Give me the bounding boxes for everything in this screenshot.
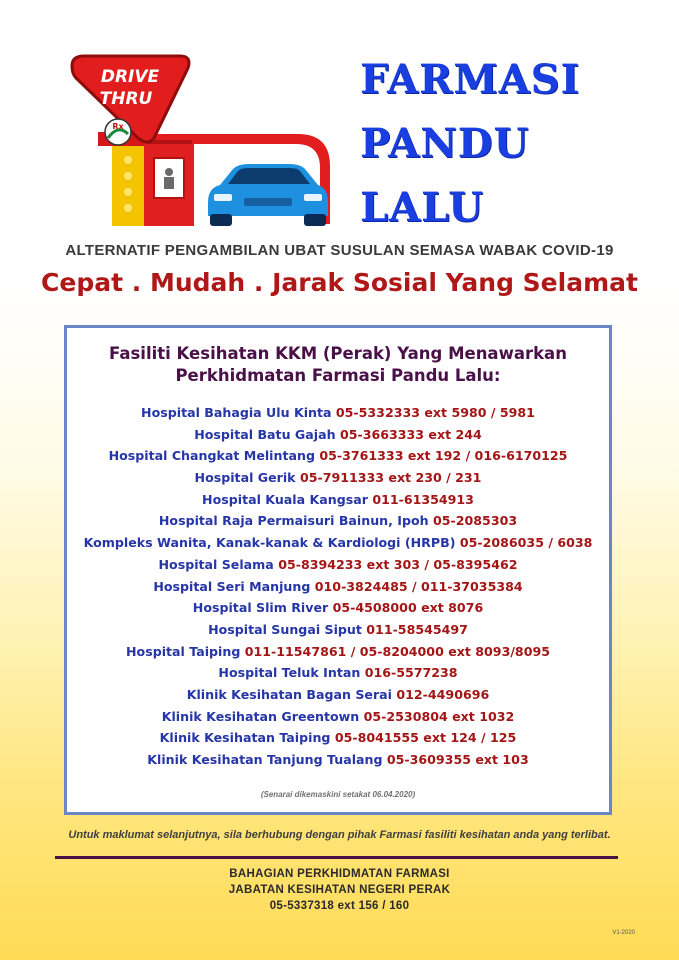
facility-heading bbox=[67, 343, 609, 387]
facility-heading-line1: Fasiliti Kesihatan KKM (Perak) Yang Menawarkan bbox=[109, 344, 567, 363]
facility-box bbox=[64, 325, 612, 815]
list-item bbox=[67, 662, 609, 684]
facility-list bbox=[67, 402, 609, 771]
facility-name: Hospital Taiping bbox=[126, 643, 241, 659]
list-item bbox=[67, 445, 609, 467]
facility-phone: 011-11547861 / 05-8204000 ext 8093/8095 bbox=[244, 643, 550, 659]
facility-name: Hospital Batu Gajah bbox=[194, 426, 336, 442]
facility-name: Hospital Selama bbox=[158, 556, 274, 572]
list-item bbox=[67, 489, 609, 511]
facility-name: Hospital Changkat Melintang bbox=[108, 448, 315, 464]
title-pandu: PANDU bbox=[360, 120, 530, 167]
facility-phone: 016-5577238 bbox=[364, 665, 458, 681]
list-item bbox=[67, 532, 609, 554]
facility-phone: 05-5332333 ext 5980 / 5981 bbox=[335, 405, 535, 420]
facility-phone: 05-3663333 ext 244 bbox=[339, 426, 482, 442]
list-item bbox=[67, 554, 609, 576]
facility-name: Klinik Kesihatan Bagan Serai bbox=[186, 686, 392, 702]
subtitle: ALTERNATIF PENGAMBILAN UBAT SUSULAN SEMASA WABAK COVID-19 bbox=[65, 242, 614, 259]
facility-phone: 05-2530804 ext 1032 bbox=[363, 708, 515, 724]
list-item bbox=[67, 424, 609, 446]
list-item bbox=[67, 576, 609, 598]
facility-phone: 05-7911333 ext 230 / 231 bbox=[299, 470, 482, 486]
facility-name: Hospital Seri Manjung bbox=[153, 578, 311, 594]
list-item bbox=[67, 619, 609, 641]
title-farmasi: FARMASI bbox=[360, 56, 581, 103]
facility-phone: 05-3761333 ext 192 / 016-6170125 bbox=[319, 448, 568, 464]
facility-phone: 05-8041555 ext 124 / 125 bbox=[334, 730, 517, 746]
facility-name: Klinik Kesihatan Tanjung Tualang bbox=[147, 752, 383, 767]
facility-phone: 05-4508000 ext 8076 bbox=[332, 600, 484, 616]
drive-thru-logo bbox=[68, 52, 348, 230]
dept-name: BAHAGIAN PERKHIDMATAN FARMASI bbox=[229, 868, 450, 880]
facility-name: Hospital Raja Permaisuri Bainun, Ipoh bbox=[158, 513, 429, 529]
version-label: V1-2020 bbox=[612, 930, 635, 936]
list-item bbox=[67, 402, 609, 424]
facility-name: Hospital Kuala Kangsar bbox=[202, 491, 368, 507]
dept-phone: 05-5337318 ext 156 / 160 bbox=[269, 900, 410, 912]
divider bbox=[55, 856, 618, 859]
tagline: Cepat . Mudah . Jarak Sosial Yang Selamat bbox=[41, 268, 638, 297]
facility-name: Hospital Bahagia Ulu Kinta bbox=[141, 405, 332, 420]
facility-phone: 05-2085303 bbox=[433, 513, 518, 529]
list-item bbox=[67, 597, 609, 619]
facility-phone: 010-3824485 / 011-37035384 bbox=[314, 578, 523, 594]
facility-name: Hospital Sungai Siput bbox=[208, 621, 362, 637]
facility-name: Hospital Teluk Intan bbox=[218, 665, 361, 681]
facility-name: Kompleks Wanita, Kanak-kanak & Kardiologi (HRPB) bbox=[83, 535, 456, 551]
facility-name: Hospital Gerik bbox=[194, 470, 296, 486]
drive-sign-text: DRIVE bbox=[100, 67, 160, 87]
footer-note: Untuk maklumat selanjutnya, sila berhubung dengan pihak Farmasi fasiliti kesihatan anda yang terlibat. bbox=[68, 829, 611, 841]
facility-phone: 011-61354913 bbox=[372, 491, 474, 507]
list-item bbox=[67, 749, 609, 771]
facility-name: Klinik Kesihatan Greentown bbox=[161, 708, 360, 724]
rx-badge-text: Rx bbox=[112, 122, 124, 131]
list-item bbox=[67, 467, 609, 489]
list-item bbox=[67, 706, 609, 728]
list-item bbox=[67, 641, 609, 663]
title-lalu: LALU bbox=[360, 184, 484, 231]
facility-phone: 05-8394233 ext 303 / 05-8395462 bbox=[278, 556, 518, 572]
facility-phone: 011-58545497 bbox=[366, 621, 468, 637]
thru-sign-text: THRU bbox=[99, 89, 153, 109]
list-item bbox=[67, 684, 609, 706]
update-note: (Senarai dikemaskini setakat 06.04.2020) bbox=[260, 790, 416, 799]
facility-heading-line2: Perkhidmatan Farmasi Pandu Lalu: bbox=[175, 366, 501, 385]
facility-name: Klinik Kesihatan Taiping bbox=[159, 730, 331, 746]
facility-phone: 05-2086035 / 6038 bbox=[459, 535, 593, 551]
list-item bbox=[67, 510, 609, 532]
dept-state: JABATAN KESIHATAN NEGERI PERAK bbox=[228, 884, 451, 896]
facility-phone: 05-3609355 ext 103 bbox=[386, 752, 529, 767]
facility-phone: 012-4490696 bbox=[396, 686, 490, 702]
list-item bbox=[67, 727, 609, 749]
facility-name: Hospital Slim River bbox=[192, 600, 329, 616]
